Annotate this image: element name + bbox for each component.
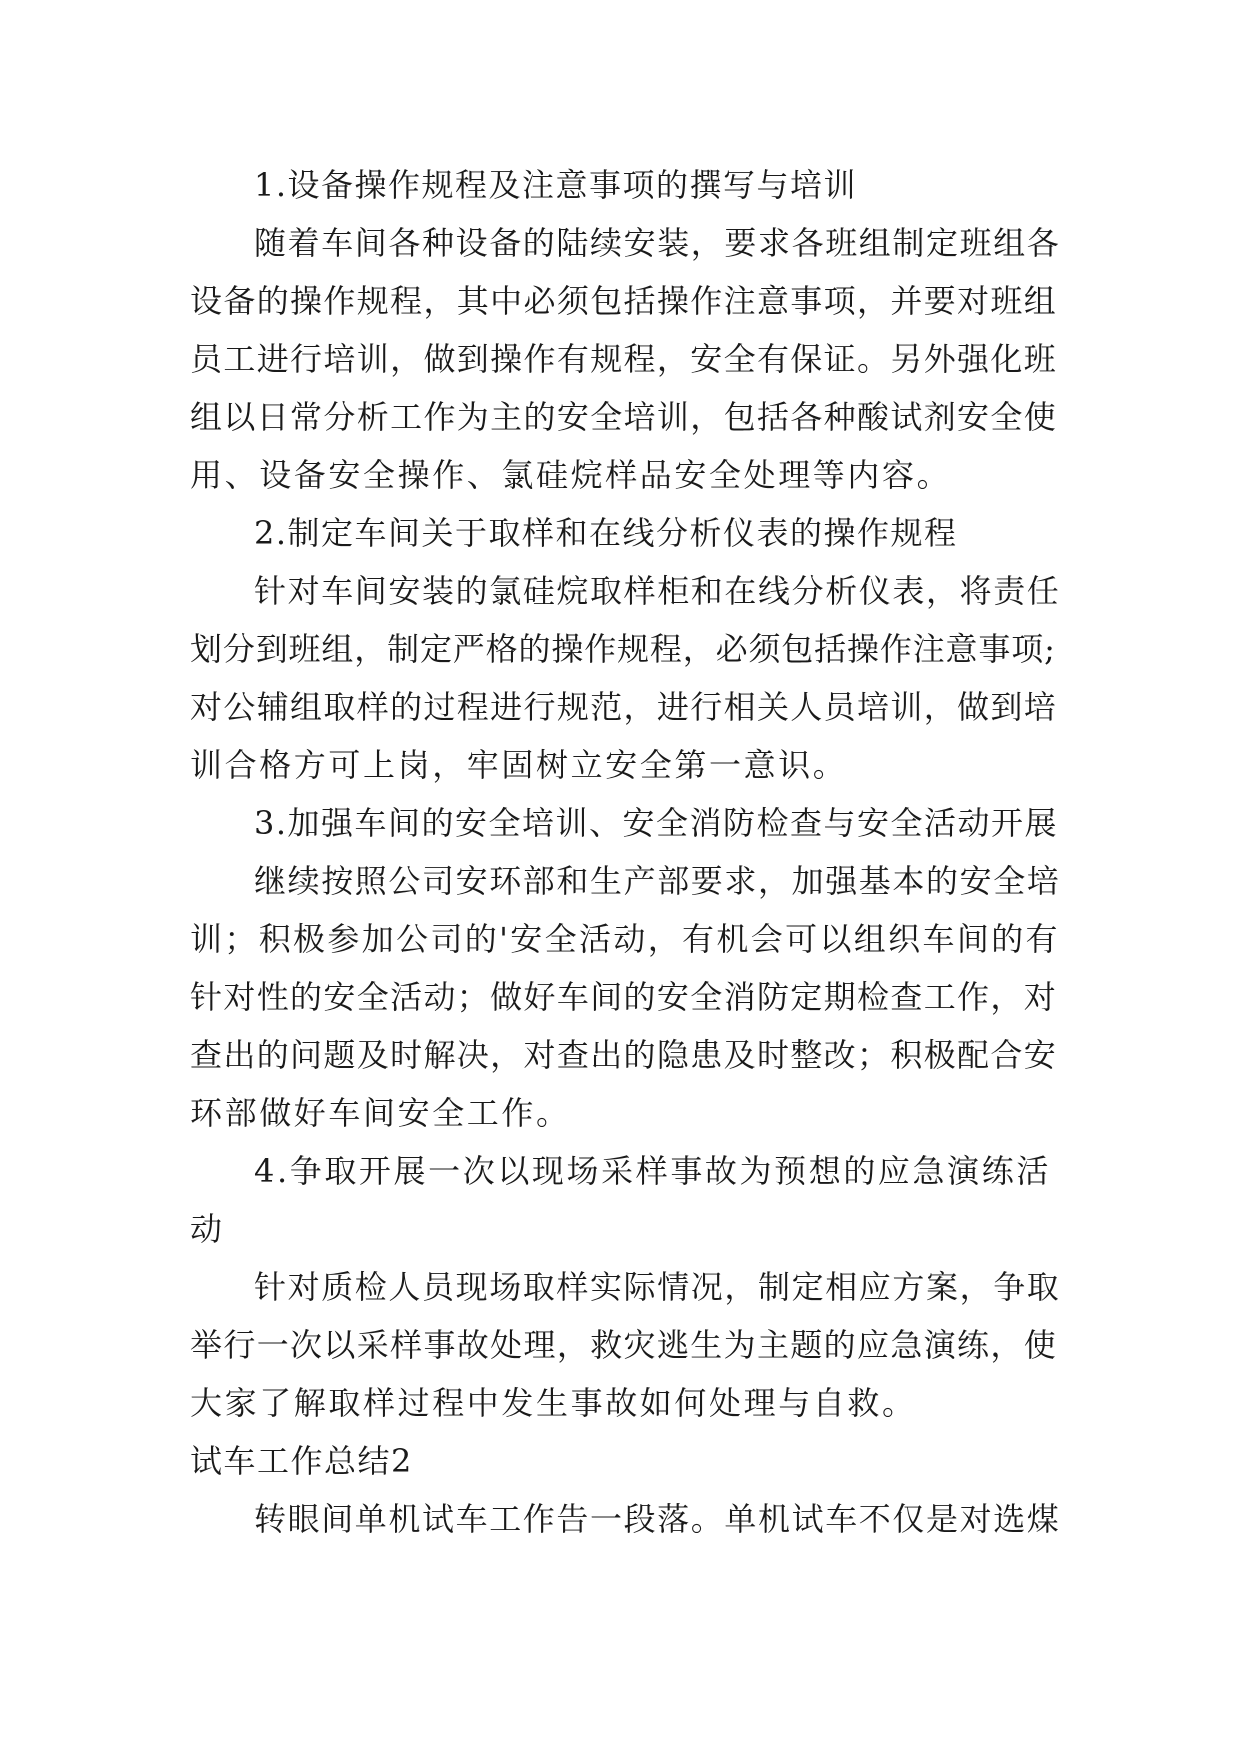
paragraph-line: 转眼间单机试车工作告一段落。单机试车不仅是对选煤 xyxy=(254,1500,1061,1538)
paragraph-line: 训；积极参加公司的'安全活动，有机会可以组织车间的有 xyxy=(190,920,1060,958)
paragraph-line: 环部做好车间安全工作。 xyxy=(190,1094,571,1132)
paragraph-line: 针对车间安装的氯硅烷取样柜和在线分析仪表，将责任 xyxy=(254,572,1061,610)
paragraph-line: 对公辅组取样的过程进行规范，进行相关人员培训，做到培 xyxy=(190,688,1058,726)
paragraph-line: 针对性的安全活动；做好车间的安全消防定期检查工作，对 xyxy=(190,978,1058,1016)
paragraph-line: 员工进行培训，做到操作有规程，安全有保证。另外强化班 xyxy=(190,340,1058,378)
section-heading-1: 1.设备操作规程及注意事项的撰写与培训 xyxy=(254,166,858,204)
paragraph-line: 组以日常分析工作为主的安全培训，包括各种酸试剂安全使 xyxy=(190,398,1058,436)
paragraph-line: 大家了解取样过程中发生事故如何处理与自救。 xyxy=(190,1384,917,1422)
paragraph-line: 查出的问题及时解决，对查出的隐患及时整改；积极配合安 xyxy=(190,1036,1058,1074)
paragraph-line: 继续按照公司安环部和生产部要求，加强基本的安全培 xyxy=(254,862,1061,900)
section-heading-3: 3.加强车间的安全培训、安全消防检查与安全活动开展 xyxy=(254,804,1059,842)
document-section-title: 试车工作总结2 xyxy=(190,1442,413,1480)
paragraph-line: 随着车间各种设备的陆续安装，要求各班组制定班组各 xyxy=(254,224,1061,262)
section-heading-4: 4.争取开展一次以现场采样事故为预想的应急演练活 xyxy=(254,1152,1051,1190)
paragraph-line: 用、设备安全操作、氯硅烷样品安全处理等内容。 xyxy=(190,456,952,494)
paragraph-line: 划分到班组，制定严格的操作规程，必须包括操作注意事项; xyxy=(190,630,1056,668)
section-heading-4-continued: 动 xyxy=(190,1210,225,1248)
section-heading-2: 2.制定车间关于取样和在线分析仪表的操作规程 xyxy=(254,514,958,552)
paragraph-line: 设备的操作规程，其中必须包括操作注意事项，并要对班组 xyxy=(190,282,1058,320)
paragraph-line: 针对质检人员现场取样实际情况，制定相应方案，争取 xyxy=(254,1268,1061,1306)
paragraph-line: 训合格方可上岗，牢固树立安全第一意识。 xyxy=(190,746,848,784)
paragraph-line: 举行一次以采样事故处理，救灾逃生为主题的应急演练，使 xyxy=(190,1326,1058,1364)
